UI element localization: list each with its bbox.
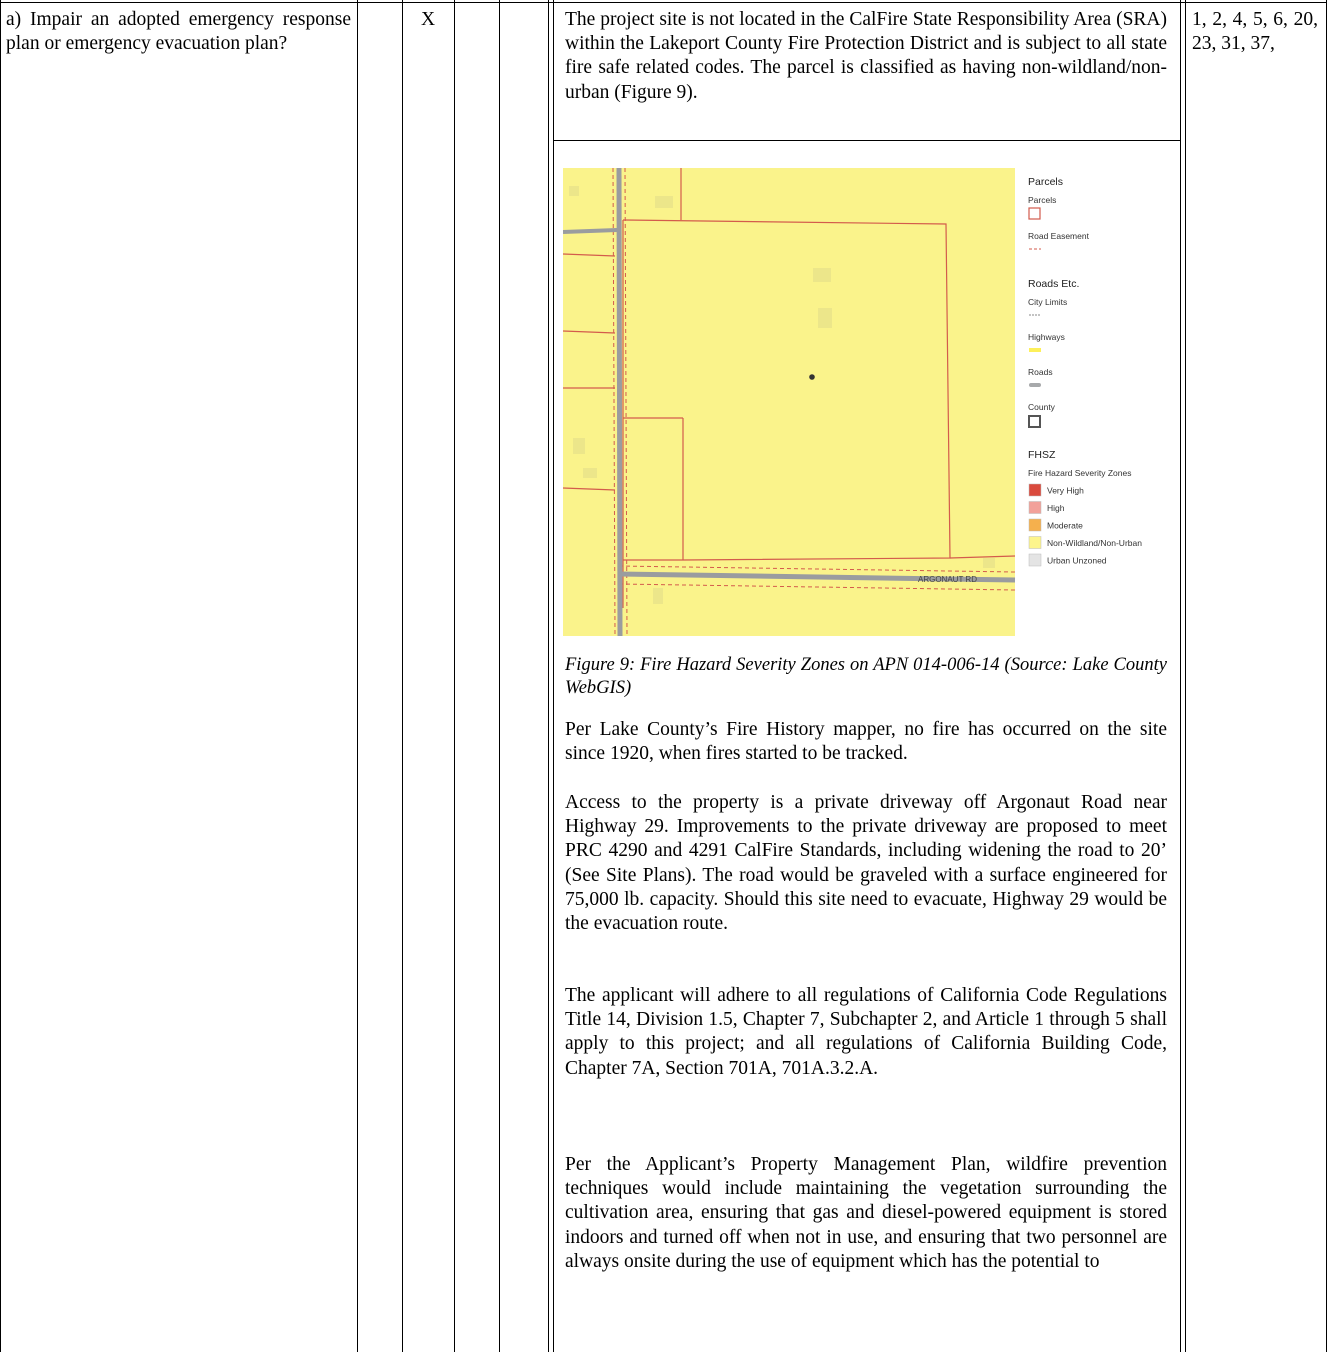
- discussion-paragraph-1: The project site is not located in the CalFire State Responsibility Area (SRA) within the Lakeport County Fire Protection District and is subject to all state fire safe related codes. The parcel is classified as having non-wildland/non-urban (Figure 9).: [565, 9, 1167, 103]
- legend-heading-fhsz: FHSZ: [1028, 449, 1056, 461]
- svg-text:Fire Hazard Severity Zones: Fire Hazard Severity Zones: [1028, 468, 1132, 478]
- legend-heading-parcels: Parcels: [1028, 176, 1064, 188]
- discussion-paragraph-4: The applicant will adhere to all regulations of California Code Regulations Title 14, Division 1.5, Chapter 7, Subchapter 2, and Article 1 through 5 shall apply to this project; and all regulations of California Building Code, Chapter 7A, Section 701A, 701A.3.2.A.: [565, 985, 1167, 1079]
- fire-hazard-map: [563, 168, 1166, 636]
- svg-text:Highways: Highways: [1028, 332, 1065, 342]
- fhsz-swatch: [1029, 519, 1041, 531]
- column-divider: [357, 0, 358, 1352]
- fhsz-swatch: [1029, 554, 1041, 566]
- svg-text:City Limits: City Limits: [1028, 297, 1068, 307]
- fhsz-swatch: [1029, 502, 1041, 514]
- fhsz-label: Non-Wildland/Non-Urban: [1047, 538, 1142, 548]
- fhsz-swatch: [1029, 537, 1041, 549]
- site-marker: [809, 374, 815, 380]
- discussion-paragraph-5: Per the Applicant’s Property Management Plan, wildfire prevention techniques would include maintaining the vegetation surrounding the cultivation area, ensuring that gas and diesel-powered equipment is stored indoors and turned off when not in use, and ensuring that two personnel are always onsite during the use of equipment which has the potential to: [565, 1154, 1167, 1272]
- road-swatch: [1029, 383, 1041, 387]
- impact-mark: X: [420, 9, 436, 30]
- column-divider: [454, 0, 455, 1352]
- svg-text:County: County: [1028, 402, 1055, 412]
- road-label: ARGONAUT RD: [918, 575, 977, 584]
- fhsz-label: High: [1047, 503, 1065, 513]
- table-border-left: [0, 0, 1, 1352]
- figure-caption: Figure 9: Fire Hazard Severity Zones on APN 014-006-14 (Source: Lake County WebGIS): [565, 655, 1167, 698]
- table-border-right: [1326, 0, 1327, 1352]
- fhsz-label: Urban Unzoned: [1047, 555, 1107, 566]
- column-divider: [1180, 0, 1181, 1352]
- fhsz-label: Moderate: [1047, 520, 1083, 531]
- zone-fill: [563, 168, 1015, 636]
- svg-text:Parcels: Parcels: [1028, 195, 1057, 205]
- highway-swatch: [1029, 348, 1041, 352]
- discussion-paragraph-3: Access to the property is a private driveway off Argonaut Road near Highway 29. Improvements to the private driveway are proposed to meet PRC 4290 and 4291 CalFire Standards, including widening the road to 20’ (See Site Plans). The road would be graveled with a surface engineered for 75,000 lb. capacity. Should this site need to evacuate, Highway 29 would be the evacuation route.: [565, 792, 1167, 935]
- paragraph-rule: [553, 140, 1181, 141]
- column-divider: [499, 0, 500, 1352]
- column-divider: [548, 0, 549, 1352]
- county-swatch: [1029, 416, 1040, 427]
- column-divider: [402, 0, 403, 1352]
- question-text: a) Impair an adopted emergency response plan or emergency evacuation plan?: [6, 9, 351, 54]
- legend-heading-roads: Roads Etc.: [1028, 278, 1080, 290]
- table-border-top: [0, 2, 1327, 3]
- svg-text:Road Easement: Road Easement: [1028, 231, 1089, 241]
- column-divider: [553, 0, 554, 1352]
- fhsz-label: Very High: [1047, 485, 1084, 496]
- sources-list: 1, 2, 4, 5, 6, 20, 23, 31, 37,: [1192, 9, 1318, 54]
- fhsz-swatch: [1029, 484, 1041, 496]
- discussion-paragraph-2: Per Lake County’s Fire History mapper, no fire has occurred on the site since 1920, when fires started to be tracked.: [565, 719, 1167, 765]
- column-divider: [1185, 0, 1186, 1352]
- parcel-swatch: [1029, 208, 1040, 219]
- svg-text:Roads: Roads: [1028, 367, 1053, 377]
